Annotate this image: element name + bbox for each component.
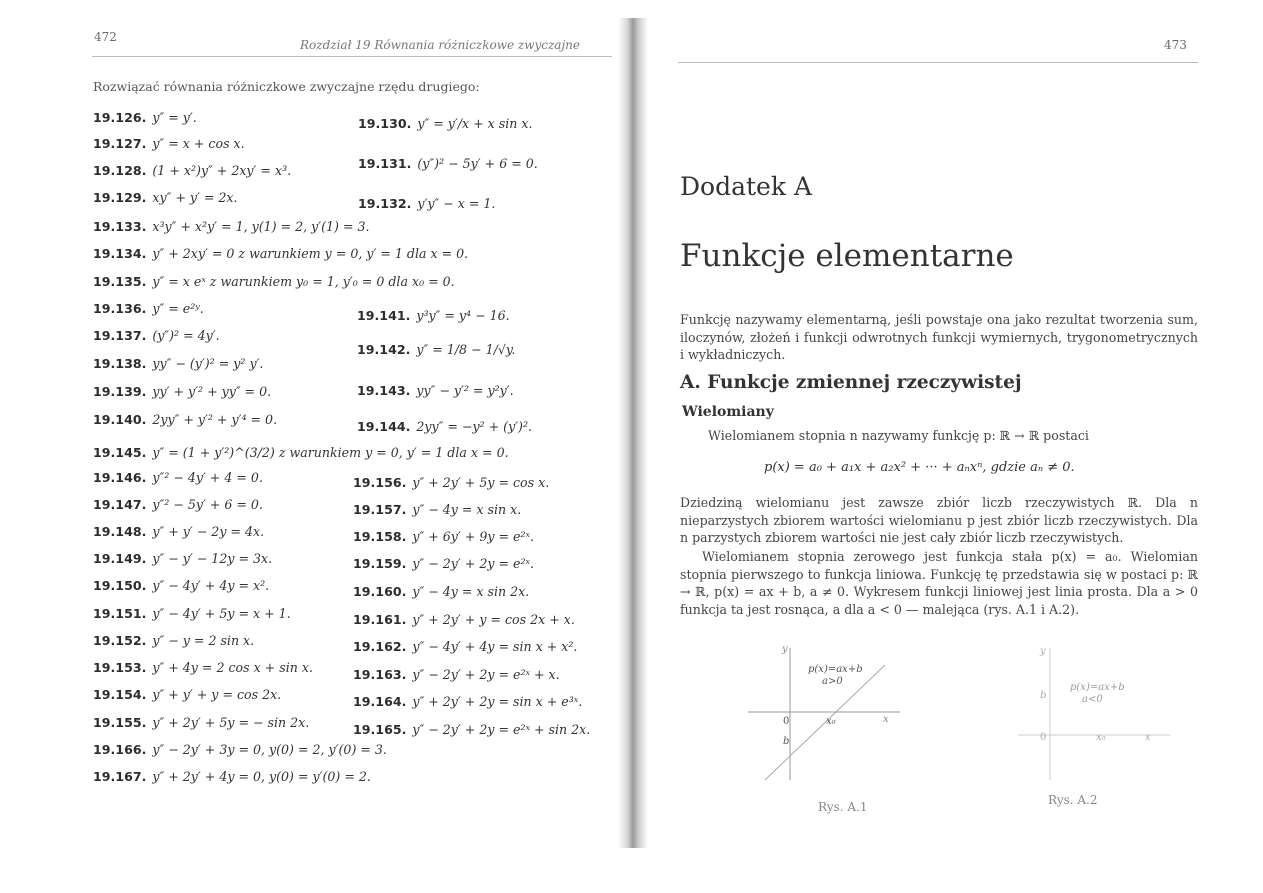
figure-a2-caption: Rys. A.2 [1048,793,1098,807]
polynomial-formula: p(x) = a₀ + a₁x + a₂x² + ··· + aₙxⁿ, gdzie aₙ ≠ 0. [764,460,1075,475]
exercise-19-130: 19.130. y″ = y′/x + x sin x. [358,116,533,131]
intro-paragraph: Funkcję nazywamy elementarną, jeśli powstaje ona jako rezultat tworzenia sum, iloczynów, złożeń i funkcji odwrotnych funkcji wymiernych, trygonometrycznych i wykładniczych. [680,312,1198,363]
origin-label: 0 [783,716,790,727]
figure-a1 [740,640,910,790]
exercise-19-166: 19.166. y″ − 2y′ + 3y = 0, y(0) = 2, y′(0) = 3. [93,742,387,757]
exercise-19-163: 19.163. y″ − 2y′ + 2y = e²ˣ + x. [353,667,560,682]
x-label: x [1145,732,1151,743]
function-label: p(x)=ax+b [1070,682,1125,693]
exercise-19-133: 19.133. x³y″ + x²y′ = 1, y(1) = 2, y′(1) = 3. [93,219,370,234]
exercise-19-154: 19.154. y″ + y′ + y = cos 2x. [93,687,282,702]
left-page [0,0,620,893]
header-rule [92,56,612,57]
figure-a2 [1010,640,1180,790]
exercise-19-134: 19.134. y″ + 2xy′ = 0 z warunkiem y = 0, y′ = 1 dla x = 0. [93,246,469,261]
running-head: Rozdział 19 Równania różniczkowe zwyczajne [300,38,581,52]
exercise-19-153: 19.153. y″ + 4y = 2 cos x + sin x. [93,660,313,675]
exercise-19-146: 19.146. y″² − 4y′ + 4 = 0. [93,470,263,485]
exercise-19-159: 19.159. y″ − 2y′ + 2y = e²ˣ. [353,556,534,571]
exercise-19-139: 19.139. yy′ + y′² + yy″ = 0. [93,384,272,399]
exercise-19-162: 19.162. y″ − 4y′ + 4y = sin x + x². [353,639,578,654]
exercise-19-145: 19.145. y″ = (1 + y′²)^(3/2) z warunkiem y = 0, y′ = 1 dla x = 0. [93,445,509,460]
book-gutter [618,18,648,848]
exercise-19-150: 19.150. y″ − 4y′ + 4y = x². [93,578,270,593]
condition-label: a>0 [822,676,843,687]
exercise-19-127: 19.127. y″ = x + cos x. [93,136,245,151]
exercise-19-143: 19.143. yy″ − y′² = y²y′. [357,383,514,398]
b-label: b [783,736,790,747]
b-label: b [1040,690,1047,701]
definition-text: Wielomianem stopnia n nazywamy funkcję p: ℝ → ℝ postaci [708,428,1089,443]
exercise-19-164: 19.164. y″ + 2y′ + 2y = sin x + e³ˣ. [353,694,583,709]
exercise-19-144: 19.144. 2yy″ = −y² + (y′)². [357,419,533,434]
page-number-right: 473 [1164,38,1187,52]
exercise-19-156: 19.156. y″ + 2y′ + 5y = cos x. [353,475,550,490]
domain-paragraph: Dziedziną wielomianu jest zawsze zbiór liczb rzeczywistych ℝ. Dla n nieparzystych zbiorem wartości wielomianu p jest zbiór liczb rzeczywistych. Dla n parzystych zbiorem wartości nie jest cały zbiór liczb rzeczywistych. [680,495,1198,546]
exercise-19-158: 19.158. y″ + 6y′ + 9y = e²ˣ. [353,529,534,544]
exercise-19-148: 19.148. y″ + y′ − 2y = 4x. [93,524,265,539]
exercise-19-138: 19.138. yy″ − (y′)² = y² y′. [93,356,264,371]
exercise-19-140: 19.140. 2yy″ + y′² + y′⁴ = 0. [93,412,278,427]
exercise-19-128: 19.128. (1 + x²)y″ + 2xy′ = x³. [93,163,292,178]
y-label: y [782,644,788,655]
exercise-19-152: 19.152. y″ − y = 2 sin x. [93,633,255,648]
exercise-19-151: 19.151. y″ − 4y′ + 5y = x + 1. [93,606,291,621]
figure-a1-caption: Rys. A.1 [818,800,868,814]
exercise-19-137: 19.137. (y″)² = 4y′. [93,328,220,343]
header-rule-right [678,62,1198,63]
exercise-19-135: 19.135. y″ = x eˣ z warunkiem y₀ = 1, y′₀ = 0 dla x₀ = 0. [93,274,455,289]
exercise-19-132: 19.132. y′y″ − x = 1. [358,196,496,211]
page-title: Funkcje elementarne [680,238,1014,274]
exercise-19-136: 19.136. y″ = e²ʸ. [93,301,204,316]
exercise-19-157: 19.157. y″ − 4y = x sin x. [353,502,522,517]
exercise-19-131: 19.131. (y″)² − 5y′ + 6 = 0. [358,156,538,171]
x-label: x [883,714,889,725]
exercise-intro: Rozwiązać równania różniczkowe zwyczajne rzędu drugiego: [93,79,480,94]
subsection-heading: Wielomiany [682,404,774,420]
y-label: y [1040,646,1046,657]
linear-function-paragraph: Wielomianem stopnia zerowego jest funkcja stała p(x) = a₀. Wielomian stopnia pierwszego to funkcja liniowa. Funkcję tę przedstawia się w postaci p: ℝ → ℝ, p(x) = ax + b, a ≠ 0. Wykresem funkcji liniowej jest linia prosta. Dla a > 0 funkcja ta jest rosnąca, a dla a < 0 — malejąca (rys. A.1 i A.2). [680,549,1198,617]
exercise-19-165: 19.165. y″ − 2y′ + 2y = e²ˣ + sin 2x. [353,722,591,737]
page-number: 472 [94,30,117,44]
function-label: p(x)=ax+b [808,664,863,675]
exercise-19-161: 19.161. y″ + 2y′ + y = cos 2x + x. [353,612,575,627]
exercise-19-129: 19.129. xy″ + y′ = 2x. [93,190,238,205]
x0-label: x₀ [1096,732,1106,743]
exercise-19-160: 19.160. y″ − 4y = x sin 2x. [353,584,530,599]
condition-label: a<0 [1082,694,1103,705]
origin-label: 0 [1040,732,1047,743]
exercise-19-142: 19.142. y″ = 1/8 − 1/√y. [357,342,516,357]
x0-label: x₀ [826,716,836,727]
exercise-19-149: 19.149. y″ − y′ − 12y = 3x. [93,551,273,566]
appendix-label: Dodatek A [680,172,812,201]
section-heading: A. Funkcje zmiennej rzeczywistej [680,372,1022,393]
exercise-19-147: 19.147. y″² − 5y′ + 6 = 0. [93,497,263,512]
exercise-19-155: 19.155. y″ + 2y′ + 5y = − sin 2x. [93,715,310,730]
exercise-19-167: 19.167. y″ + 2y′ + 4y = 0, y(0) = y′(0) = 2. [93,769,371,784]
exercise-19-141: 19.141. y³y″ = y⁴ − 16. [357,308,510,323]
exercise-19-126: 19.126. y″ = y′. [93,110,197,125]
